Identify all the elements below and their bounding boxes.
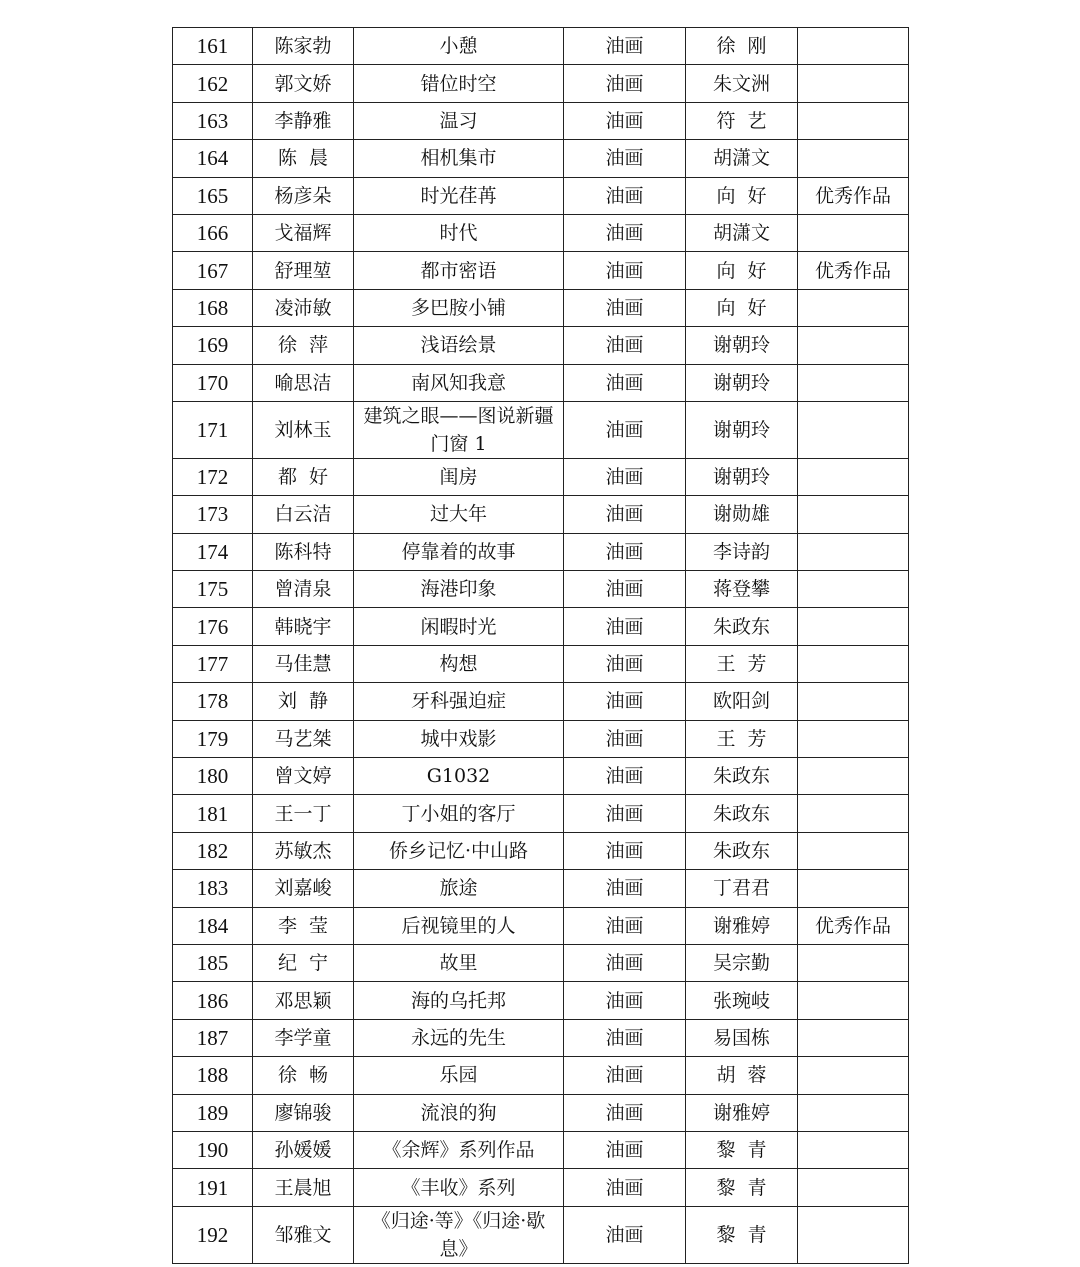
table-row <box>173 832 909 869</box>
artist-name-cell: 徐 畅 <box>253 1057 354 1094</box>
entry-number-cell: 187 <box>173 1019 253 1056</box>
advisor-name-cell: 朱政东 <box>686 832 798 869</box>
advisor-name-cell: 向 好 <box>686 177 798 214</box>
artwork-title-cell: 闲暇时光 <box>354 608 564 645</box>
table-row <box>173 795 909 832</box>
entry-number-cell: 189 <box>173 1094 253 1131</box>
award-cell <box>798 401 909 458</box>
artwork-title-cell: 闺房 <box>354 458 564 495</box>
medium-cell: 油画 <box>564 252 686 289</box>
award-cell <box>798 1169 909 1206</box>
entry-number-cell: 169 <box>173 327 253 364</box>
entry-number-cell: 180 <box>173 758 253 795</box>
artist-name-cell: 刘 静 <box>253 683 354 720</box>
award-cell <box>798 458 909 495</box>
award-cell <box>798 1019 909 1056</box>
artist-name-cell: 李静雅 <box>253 102 354 139</box>
artwork-title-cell: 侨乡记忆·中山路 <box>354 832 564 869</box>
advisor-name-cell: 王 芳 <box>686 720 798 757</box>
artwork-title-cell: 乐园 <box>354 1057 564 1094</box>
table-row <box>173 758 909 795</box>
advisor-name-cell: 朱政东 <box>686 795 798 832</box>
medium-cell: 油画 <box>564 214 686 251</box>
award-cell <box>798 608 909 645</box>
artwork-title-cell: G1032 <box>354 758 564 795</box>
medium-cell: 油画 <box>564 140 686 177</box>
award-list-body <box>173 28 909 1264</box>
artwork-title-cell: 错位时空 <box>354 65 564 102</box>
artist-name-cell: 曾清泉 <box>253 571 354 608</box>
medium-cell: 油画 <box>564 982 686 1019</box>
entry-number-cell: 165 <box>173 177 253 214</box>
award-cell <box>798 795 909 832</box>
artwork-title-cell: 构想 <box>354 645 564 682</box>
artist-name-cell: 杨彦朵 <box>253 177 354 214</box>
entry-number-cell: 168 <box>173 289 253 326</box>
artwork-title-cell: 旅途 <box>354 870 564 907</box>
award-cell <box>798 1206 909 1263</box>
table-row <box>173 1057 909 1094</box>
award-cell: 优秀作品 <box>798 907 909 944</box>
advisor-name-cell: 谢朝玲 <box>686 364 798 401</box>
entry-number-cell: 173 <box>173 496 253 533</box>
table-row <box>173 720 909 757</box>
advisor-name-cell: 向 好 <box>686 252 798 289</box>
award-cell <box>798 645 909 682</box>
table-row <box>173 907 909 944</box>
award-cell <box>798 102 909 139</box>
entry-number-cell: 192 <box>173 1206 253 1263</box>
artwork-title-cell: 《丰收》系列 <box>354 1169 564 1206</box>
entry-number-cell: 170 <box>173 364 253 401</box>
artwork-title-cell: 温习 <box>354 102 564 139</box>
table-row <box>173 65 909 102</box>
artwork-title-cell: 后视镜里的人 <box>354 907 564 944</box>
advisor-name-cell: 朱文洲 <box>686 65 798 102</box>
medium-cell: 油画 <box>564 720 686 757</box>
artist-name-cell: 都 好 <box>253 458 354 495</box>
medium-cell: 油画 <box>564 65 686 102</box>
table-row <box>173 252 909 289</box>
medium-cell: 油画 <box>564 1206 686 1263</box>
medium-cell: 油画 <box>564 608 686 645</box>
table-row <box>173 1094 909 1131</box>
artwork-title-cell: 相机集市 <box>354 140 564 177</box>
artist-name-cell: 陈科特 <box>253 533 354 570</box>
award-cell <box>798 1057 909 1094</box>
award-cell <box>798 571 909 608</box>
entry-number-cell: 177 <box>173 645 253 682</box>
artwork-title-cell: 永远的先生 <box>354 1019 564 1056</box>
medium-cell: 油画 <box>564 944 686 981</box>
entry-number-cell: 186 <box>173 982 253 1019</box>
entry-number-cell: 172 <box>173 458 253 495</box>
medium-cell: 油画 <box>564 28 686 65</box>
medium-cell: 油画 <box>564 645 686 682</box>
medium-cell: 油画 <box>564 832 686 869</box>
advisor-name-cell: 谢朝玲 <box>686 401 798 458</box>
medium-cell: 油画 <box>564 571 686 608</box>
artist-name-cell: 李 莹 <box>253 907 354 944</box>
award-cell <box>798 1094 909 1131</box>
medium-cell: 油画 <box>564 177 686 214</box>
entry-number-cell: 190 <box>173 1131 253 1168</box>
medium-cell: 油画 <box>564 289 686 326</box>
entry-number-cell: 183 <box>173 870 253 907</box>
table-row <box>173 102 909 139</box>
artwork-title-cell: 牙科强迫症 <box>354 683 564 720</box>
award-cell <box>798 1131 909 1168</box>
entry-number-cell: 162 <box>173 65 253 102</box>
medium-cell: 油画 <box>564 496 686 533</box>
artwork-title-cell: 《余辉》系列作品 <box>354 1131 564 1168</box>
medium-cell: 油画 <box>564 364 686 401</box>
advisor-name-cell: 谢朝玲 <box>686 327 798 364</box>
advisor-name-cell: 黎 青 <box>686 1169 798 1206</box>
entry-number-cell: 191 <box>173 1169 253 1206</box>
artist-name-cell: 陈家勃 <box>253 28 354 65</box>
artist-name-cell: 邓思颖 <box>253 982 354 1019</box>
table-row <box>173 1019 909 1056</box>
table-row <box>173 944 909 981</box>
artist-name-cell: 刘林玉 <box>253 401 354 458</box>
artwork-title-cell: 时光荏苒 <box>354 177 564 214</box>
award-cell <box>798 140 909 177</box>
artwork-title-cell: 小憩 <box>354 28 564 65</box>
award-cell <box>798 214 909 251</box>
artist-name-cell: 徐 萍 <box>253 327 354 364</box>
table-row <box>173 608 909 645</box>
award-cell <box>798 533 909 570</box>
medium-cell: 油画 <box>564 758 686 795</box>
artist-name-cell: 王一丁 <box>253 795 354 832</box>
award-list-table <box>172 27 909 1264</box>
award-cell <box>798 496 909 533</box>
medium-cell: 油画 <box>564 401 686 458</box>
award-cell <box>798 364 909 401</box>
entry-number-cell: 178 <box>173 683 253 720</box>
artwork-title-cell: 《归途·等》《归途·歇息》 <box>354 1206 564 1263</box>
artist-name-cell: 邹雅文 <box>253 1206 354 1263</box>
medium-cell: 油画 <box>564 870 686 907</box>
artist-name-cell: 曾文婷 <box>253 758 354 795</box>
artwork-title-cell: 建筑之眼——图说新疆门窗 1 <box>354 401 564 458</box>
artist-name-cell: 苏敏杰 <box>253 832 354 869</box>
artist-name-cell: 郭文娇 <box>253 65 354 102</box>
advisor-name-cell: 朱政东 <box>686 608 798 645</box>
table-row <box>173 327 909 364</box>
advisor-name-cell: 符 艺 <box>686 102 798 139</box>
entry-number-cell: 164 <box>173 140 253 177</box>
artwork-title-cell: 丁小姐的客厅 <box>354 795 564 832</box>
artist-name-cell: 李学童 <box>253 1019 354 1056</box>
medium-cell: 油画 <box>564 683 686 720</box>
advisor-name-cell: 胡 蓉 <box>686 1057 798 1094</box>
artist-name-cell: 王晨旭 <box>253 1169 354 1206</box>
award-cell <box>798 832 909 869</box>
table-row <box>173 645 909 682</box>
advisor-name-cell: 黎 青 <box>686 1206 798 1263</box>
entry-number-cell: 171 <box>173 401 253 458</box>
entry-number-cell: 175 <box>173 571 253 608</box>
award-cell <box>798 28 909 65</box>
advisor-name-cell: 李诗韵 <box>686 533 798 570</box>
artist-name-cell: 舒理堃 <box>253 252 354 289</box>
table-row <box>173 140 909 177</box>
artwork-title-cell: 流浪的狗 <box>354 1094 564 1131</box>
artwork-title-cell: 都市密语 <box>354 252 564 289</box>
award-cell: 优秀作品 <box>798 252 909 289</box>
table-row <box>173 401 909 458</box>
artwork-title-cell: 停靠着的故事 <box>354 533 564 570</box>
entry-number-cell: 179 <box>173 720 253 757</box>
advisor-name-cell: 朱政东 <box>686 758 798 795</box>
artwork-title-cell: 南风知我意 <box>354 364 564 401</box>
table-row <box>173 870 909 907</box>
artist-name-cell: 白云洁 <box>253 496 354 533</box>
artist-name-cell: 戈福辉 <box>253 214 354 251</box>
artwork-title-cell: 海港印象 <box>354 571 564 608</box>
advisor-name-cell: 谢雅婷 <box>686 907 798 944</box>
artist-name-cell: 马佳慧 <box>253 645 354 682</box>
advisor-name-cell: 胡潇文 <box>686 140 798 177</box>
medium-cell: 油画 <box>564 1019 686 1056</box>
award-cell <box>798 758 909 795</box>
advisor-name-cell: 谢雅婷 <box>686 1094 798 1131</box>
advisor-name-cell: 张琬岐 <box>686 982 798 1019</box>
medium-cell: 油画 <box>564 795 686 832</box>
artwork-title-cell: 多巴胺小铺 <box>354 289 564 326</box>
award-cell <box>798 944 909 981</box>
advisor-name-cell: 黎 青 <box>686 1131 798 1168</box>
award-cell <box>798 982 909 1019</box>
award-cell <box>798 720 909 757</box>
advisor-name-cell: 丁君君 <box>686 870 798 907</box>
medium-cell: 油画 <box>564 327 686 364</box>
award-cell <box>798 289 909 326</box>
table-row <box>173 458 909 495</box>
table-row <box>173 571 909 608</box>
artwork-title-cell: 海的乌托邦 <box>354 982 564 1019</box>
artist-name-cell: 喻思洁 <box>253 364 354 401</box>
advisor-name-cell: 向 好 <box>686 289 798 326</box>
artist-name-cell: 廖锦骏 <box>253 1094 354 1131</box>
artwork-title-cell: 故里 <box>354 944 564 981</box>
medium-cell: 油画 <box>564 1057 686 1094</box>
artist-name-cell: 韩晓宇 <box>253 608 354 645</box>
table-row <box>173 364 909 401</box>
medium-cell: 油画 <box>564 102 686 139</box>
table-row <box>173 982 909 1019</box>
award-cell <box>798 683 909 720</box>
advisor-name-cell: 谢朝玲 <box>686 458 798 495</box>
table-row <box>173 496 909 533</box>
artist-name-cell: 刘嘉峻 <box>253 870 354 907</box>
medium-cell: 油画 <box>564 1094 686 1131</box>
entry-number-cell: 167 <box>173 252 253 289</box>
medium-cell: 油画 <box>564 1131 686 1168</box>
advisor-name-cell: 易国栋 <box>686 1019 798 1056</box>
advisor-name-cell: 谢勋雄 <box>686 496 798 533</box>
entry-number-cell: 161 <box>173 28 253 65</box>
advisor-name-cell: 王 芳 <box>686 645 798 682</box>
artwork-title-cell: 时代 <box>354 214 564 251</box>
medium-cell: 油画 <box>564 907 686 944</box>
table-row <box>173 289 909 326</box>
award-cell <box>798 65 909 102</box>
artist-name-cell: 凌沛敏 <box>253 289 354 326</box>
table-row <box>173 214 909 251</box>
medium-cell: 油画 <box>564 533 686 570</box>
table-row <box>173 1131 909 1168</box>
entry-number-cell: 188 <box>173 1057 253 1094</box>
artwork-title-cell: 过大年 <box>354 496 564 533</box>
entry-number-cell: 181 <box>173 795 253 832</box>
artist-name-cell: 马艺桀 <box>253 720 354 757</box>
table-row <box>173 683 909 720</box>
entry-number-cell: 174 <box>173 533 253 570</box>
advisor-name-cell: 徐 刚 <box>686 28 798 65</box>
entry-number-cell: 166 <box>173 214 253 251</box>
table-row <box>173 533 909 570</box>
artist-name-cell: 纪 宁 <box>253 944 354 981</box>
entry-number-cell: 163 <box>173 102 253 139</box>
award-cell <box>798 870 909 907</box>
medium-cell: 油画 <box>564 1169 686 1206</box>
advisor-name-cell: 吴宗勤 <box>686 944 798 981</box>
advisor-name-cell: 欧阳剑 <box>686 683 798 720</box>
table-row <box>173 1206 909 1263</box>
award-cell: 优秀作品 <box>798 177 909 214</box>
artwork-title-cell: 浅语绘景 <box>354 327 564 364</box>
award-cell <box>798 327 909 364</box>
artist-name-cell: 陈 晨 <box>253 140 354 177</box>
entry-number-cell: 176 <box>173 608 253 645</box>
medium-cell: 油画 <box>564 458 686 495</box>
table-row <box>173 1169 909 1206</box>
advisor-name-cell: 胡潇文 <box>686 214 798 251</box>
entry-number-cell: 182 <box>173 832 253 869</box>
artwork-title-cell: 城中戏影 <box>354 720 564 757</box>
artist-name-cell: 孙媛媛 <box>253 1131 354 1168</box>
table-row <box>173 177 909 214</box>
table-row <box>173 28 909 65</box>
entry-number-cell: 184 <box>173 907 253 944</box>
advisor-name-cell: 蒋登攀 <box>686 571 798 608</box>
entry-number-cell: 185 <box>173 944 253 981</box>
